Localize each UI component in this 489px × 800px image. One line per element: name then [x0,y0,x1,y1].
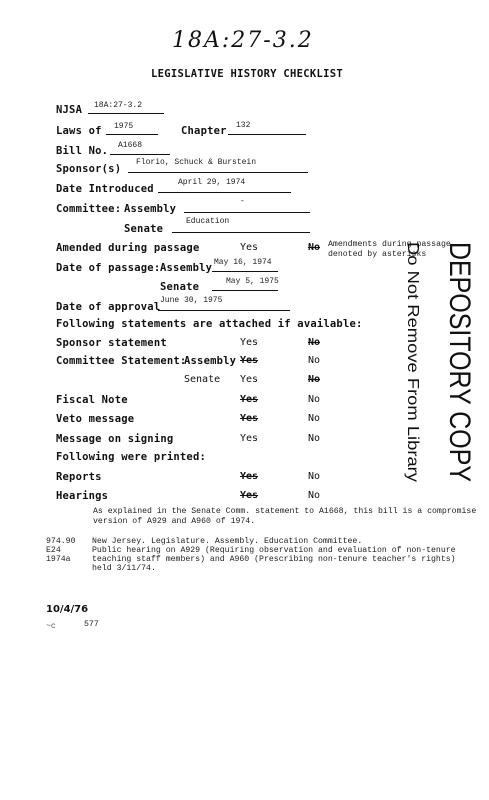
date-introduced-value: April 29, 1974 [178,178,246,187]
passage-assembly-label: Assembly [160,262,213,274]
hearings-no: No [308,490,321,501]
reference-text-1: New Jersey. Legislature. Assembly. Education Committee. [92,537,363,546]
message-signing-label: Message on signing [56,433,174,445]
bill-label: Bill No. [56,145,109,157]
committee-statement-senate-no: No [308,374,321,385]
bill-value: A1668 [118,141,143,150]
committee-statement-senate-yes: Yes [240,374,259,385]
fiscal-note-label: Fiscal Note [56,394,128,406]
committee-statement-assembly-yes: Yes [240,355,259,366]
committee-label: Committee: [56,203,122,215]
footer-initials: ~c [46,622,56,631]
amended-no: No [308,242,321,253]
message-signing-yes: Yes [240,433,259,444]
reference-text-4: held 3/11/74. [92,564,156,573]
committee-assembly-label: Assembly [124,203,177,215]
amended-yes: Yes [240,242,259,253]
sponsor-label: Sponsor(s) [56,163,122,175]
amended-note-line-1: Amendments during passage [328,240,451,249]
committee-statement-label: Committee Statement: [56,355,187,367]
date-passage-label: Date of passage: [56,262,161,274]
hearings-label: Hearings [56,490,109,502]
amended-note-line-2: denoted by asterisks [328,250,427,259]
committee-assembly-value: - [240,197,245,206]
explanation-line-2: version of A929 and A960 of 1974. [93,517,256,526]
date-introduced-label: Date Introduced [56,183,154,195]
committee-senate-value: Education [186,217,230,226]
passage-assembly-value: May 16, 1974 [214,258,272,267]
sponsor-value: Florio, Schuck & Burstein [136,158,257,167]
hearings-yes: Yes [240,490,259,501]
chapter-label: Chapter [181,125,227,137]
reference-code-3: 1974a [46,555,71,564]
committee-statement-senate-label: Senate [184,374,221,385]
committee-statement-assembly-label: Assembly [184,355,237,367]
statements-heading: Following statements are attached if available: [56,318,363,330]
printed-heading: Following were printed: [56,451,206,463]
explanation-line-1: As explained in the Senate Comm. statement to A1668, this bill is a compromise [93,507,477,516]
njsa-value: 18A:27-3.2 [94,101,143,110]
reference-text-2: Public hearing on A929 (Requiring observation and evaluation of non-tenure [92,546,456,555]
passage-senate-value: May 5, 1975 [226,277,279,286]
stamp-line-1: DEPOSITORY COPY [443,242,474,486]
footer-date: 10/4/76 [46,604,89,615]
laws-value: 1975 [114,122,134,131]
message-signing-no: No [308,433,321,444]
reference-code-1: 974.90 [46,537,76,546]
committee-assembly-underline [184,202,310,213]
footer-code: 577 [84,620,99,629]
passage-senate-label: Senate [160,281,200,293]
stamp-line-2: Do Not Remove From Library [404,242,421,451]
laws-label: Laws of [56,125,102,137]
reference-text-3: teaching staff members) and A960 (Prescribing non-tenure teacher's rights) [92,555,456,564]
date-approval-value: June 30, 1975 [160,296,223,305]
sponsor-statement-yes: Yes [240,337,259,348]
njsa-label: NJSA [56,104,83,116]
chapter-value: 132 [236,121,251,130]
date-approval-label: Date of approval [56,301,161,313]
depository-copy-stamp [394,238,474,486]
page-title: LEGISLATIVE HISTORY CHECKLIST [151,68,344,80]
reports-yes: Yes [240,471,259,482]
reports-label: Reports [56,471,102,483]
veto-message-label: Veto message [56,413,135,425]
handwritten-section-number: 18A:27-3.2 [172,28,314,53]
veto-message-no: No [308,413,321,424]
fiscal-note-yes: Yes [240,394,259,405]
reports-no: No [308,471,321,482]
committee-statement-assembly-no: No [308,355,321,366]
sponsor-statement-label: Sponsor statement [56,337,167,349]
reference-code-2: E24 [46,546,61,555]
sponsor-statement-no: No [308,337,321,348]
veto-message-yes: Yes [240,413,259,424]
committee-senate-label: Senate [124,223,164,235]
amended-label: Amended during passage [56,242,200,254]
fiscal-note-no: No [308,394,321,405]
